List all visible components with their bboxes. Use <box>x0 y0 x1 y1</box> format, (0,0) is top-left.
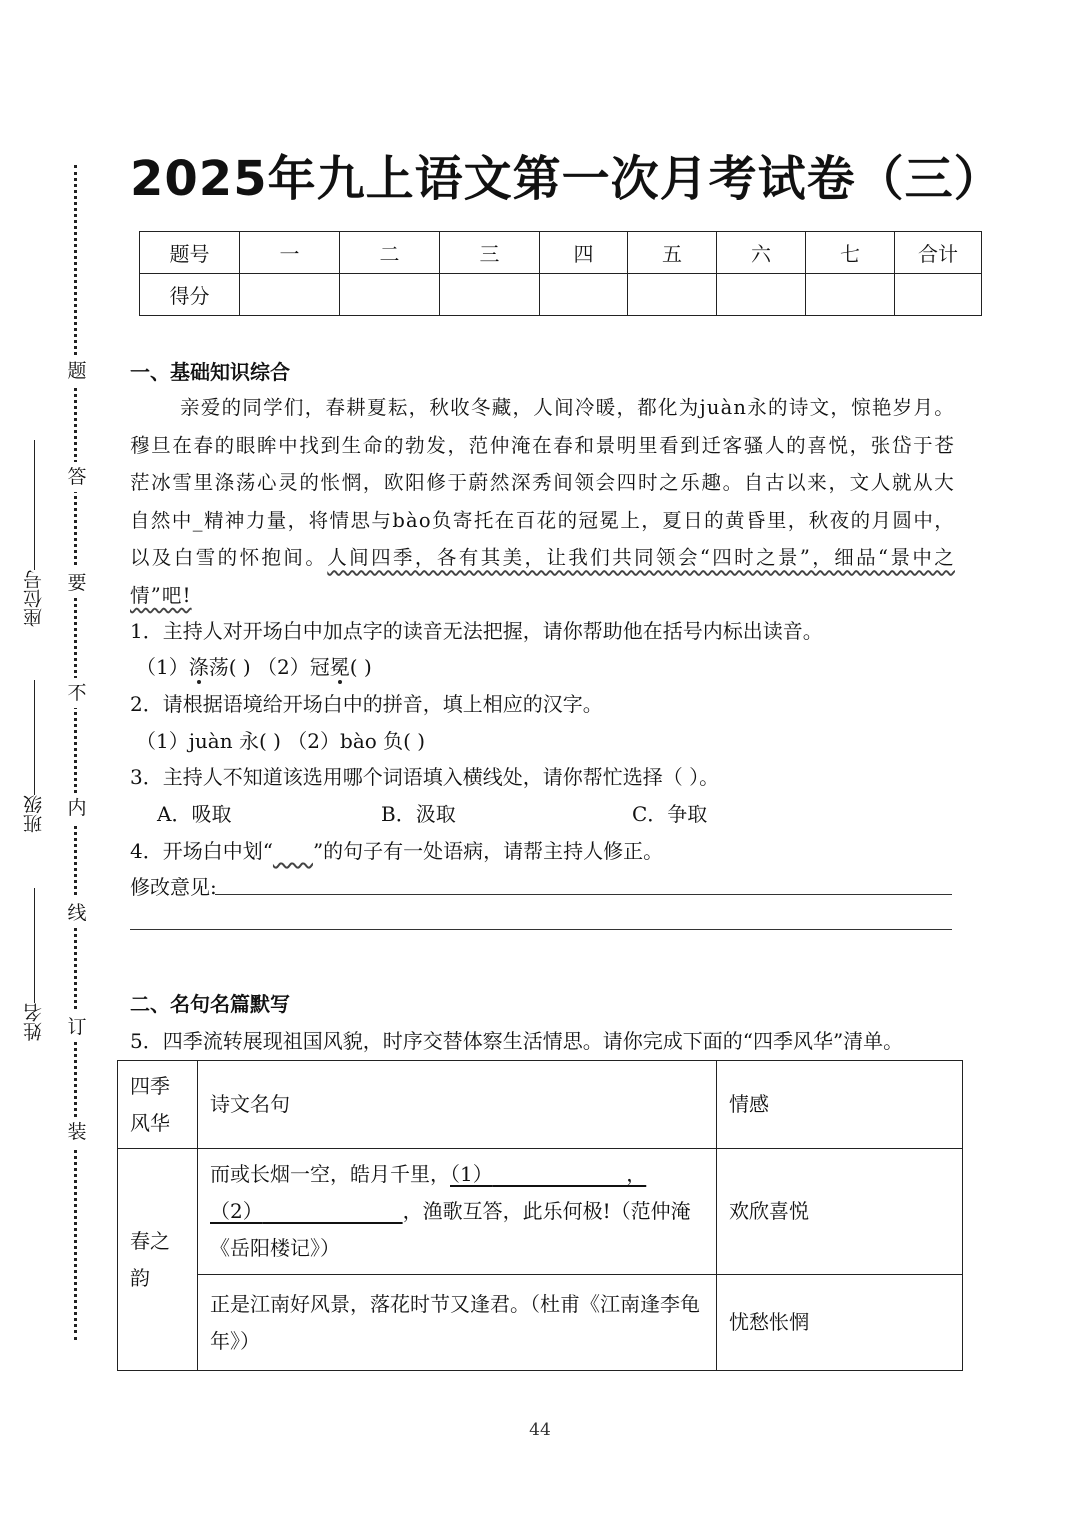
score-header-cell: 四 <box>540 232 628 274</box>
score-header-cell: 五 <box>628 232 717 274</box>
seat-number-field[interactable] <box>22 440 46 627</box>
poem-lines-cell: 正是江南好风景，落花时节又逢君。（杜甫《江南逢李龟年》） <box>198 1275 717 1371</box>
intro-paragraph <box>130 389 955 615</box>
section1-title: 一、基础知识综合 <box>130 360 290 384</box>
answer-line[interactable] <box>130 929 952 930</box>
question-4 <box>130 835 663 864</box>
score-header-cell: 七 <box>806 232 895 274</box>
class-field[interactable] <box>22 680 46 833</box>
binding-char: 订 <box>66 1012 88 1042</box>
score-cell[interactable] <box>895 274 982 316</box>
revise-label: 修改意见: <box>130 875 217 899</box>
option-c[interactable]: C．争取 <box>632 802 708 826</box>
binding-char: 内 <box>66 793 88 823</box>
score-cell[interactable] <box>806 274 895 316</box>
page-title: 2025年九上语文第一次月考试卷（三） <box>130 151 1003 207</box>
poem-text: 而或长烟一空，皓月千里， <box>210 1162 450 1186</box>
poem-row <box>118 1275 963 1371</box>
wavy-mark: ____ <box>272 839 313 863</box>
season-cell: 春之韵 <box>118 1149 198 1371</box>
binding-dotted-line <box>74 165 77 1340</box>
answer-line[interactable] <box>215 894 952 895</box>
binding-char: 装 <box>66 1117 88 1147</box>
option-b[interactable]: B．汲取 <box>381 802 456 826</box>
question-4-text-end: ”的句子有一处语病，请帮主持人修正。 <box>312 839 664 863</box>
score-header-cell: 六 <box>717 232 806 274</box>
poem-header-season: 四季风华 <box>118 1061 198 1149</box>
score-header-row <box>140 232 982 274</box>
name-label: 姓名 <box>23 1003 45 1041</box>
binding-char: 要 <box>66 568 88 598</box>
emotion-cell: 欢欣喜悦 <box>717 1149 963 1275</box>
score-header-cell: 三 <box>440 232 540 274</box>
poem-header-emotion: 情感 <box>717 1061 963 1149</box>
poem-header-lines: 诗文名句 <box>198 1061 717 1149</box>
emotion-cell: 忧愁怅惘 <box>717 1275 963 1371</box>
score-row-label: 得分 <box>140 274 240 316</box>
score-header-cell: 二 <box>340 232 440 274</box>
intro-wavy-sentence: 人间四季，各有其美，让我们共同领会“四时之景”，细品“景中之情”吧! <box>130 546 955 607</box>
score-cell[interactable] <box>717 274 806 316</box>
score-header-cell: 一 <box>240 232 340 274</box>
question-4-text: 4．开场白中划“ <box>130 839 273 863</box>
binding-char: 不 <box>66 678 88 708</box>
score-cell[interactable] <box>340 274 440 316</box>
poem-header-row <box>118 1061 963 1149</box>
question-1-items[interactable]: （1）涤荡( ) （2）冠冕( ) <box>136 655 372 679</box>
score-cell[interactable] <box>440 274 540 316</box>
name-field[interactable] <box>22 888 46 1041</box>
fill-blank-2[interactable]: （2） <box>210 1199 263 1223</box>
score-table <box>139 231 982 316</box>
poem-table <box>117 1060 963 1371</box>
score-cell[interactable] <box>540 274 628 316</box>
class-label: 班级 <box>23 795 45 833</box>
question-3: 3．主持人不知道该选用哪个词语填入横线处，请你帮忙选择（ ）。 <box>130 765 720 789</box>
score-header-cell: 合计 <box>895 232 982 274</box>
score-header-cell: 题号 <box>140 232 240 274</box>
section2-title: 二、名句名篇默写 <box>130 992 290 1016</box>
question-1: 1．主持人对开场白中加点字的读音无法把握，请你帮助他在括号内标出读音。 <box>130 619 823 643</box>
binding-char: 线 <box>66 898 88 928</box>
poem-lines-cell <box>198 1149 717 1275</box>
page-number: 44 <box>529 1420 551 1440</box>
score-cell[interactable] <box>628 274 717 316</box>
question-5: 5．四季流转展现祖国风貌，时序交替体察生活情思。请你完成下面的“四季风华”清单。 <box>130 1029 904 1053</box>
question-2-items[interactable]: （1）juàn 永( ) （2）bào 负( ) <box>136 729 426 753</box>
fill-blank-1[interactable]: （1） ， <box>450 1162 647 1186</box>
poem-row <box>118 1149 963 1275</box>
binding-char: 答 <box>66 462 88 492</box>
binding-char: 题 <box>66 356 88 386</box>
poem-text: ，渔歌互答，此乐何极!（范仲淹《岳阳楼记》） <box>210 1199 691 1260</box>
option-a[interactable]: A．吸取 <box>157 802 232 826</box>
question-2: 2．请根据语境给开场白中的拼音，填上相应的汉字。 <box>130 692 603 716</box>
seat-number-label: 座位号 <box>23 570 45 627</box>
intro-text: 亲爱的同学们，春耕夏耘，秋收冬藏，人间冷暖，都化为juàn永的诗文，惊艳岁月。穆旦在春的眼眸中找到生命的勃发，范仲淹在春和景明里看到迁客骚人的喜悦，张岱于苍茫冰雪里涤荡心灵的怅惘，欧阳修于蔚然深秀间领会四时之乐趣。自古以来，文人就从大自然中_精神力量，将情思与bào负寄托在百花的冠冕上，夏日的黄昏里，秋夜的月圆中，以及白雪的怀抱间。 <box>130 396 955 570</box>
score-cell[interactable] <box>240 274 340 316</box>
score-row <box>140 274 982 316</box>
